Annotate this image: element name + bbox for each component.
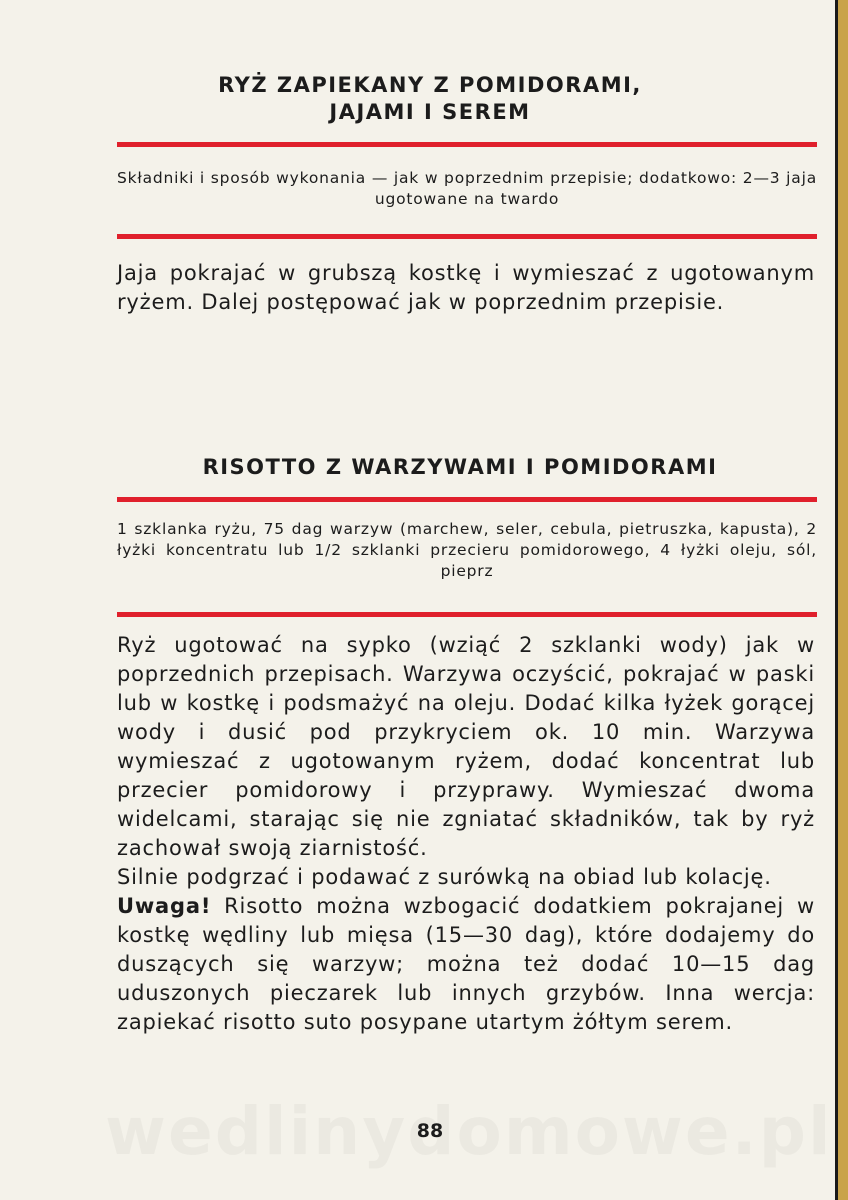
recipe2-paragraph1: Ryż ugotować na sypko (wziąć 2 szklanki wody) jak w poprzednich przepisach. Warzywa oczyścić, pokrajać w paski lub w kostkę i podsmażyć na oleju. Dodać kilka łyżek gorącej wody i dusić pod przykryciem ok. 10 min. Warzywa wymieszać z ugotowanym ryżem, dodać koncentrat lub przecier pomidorowy i przyprawy. Wymieszać dwoma widelcami, starając się nie zgniatać składników, tak by ryż zachował swoją ziarnistość. [117,633,815,860]
recipe2-note [117,892,815,1037]
red-rule-top-1 [117,142,817,147]
recipe1-title [150,72,710,126]
recipe1-ingredients: Składniki i sposób wykonania — jak w poprzednim przepisie; dodatkowo: 2—3 jaja ugotowane na twardo [117,169,817,208]
recipe1-title-line1: RYŻ ZAPIEKANY Z POMIDORAMI, [218,73,642,97]
recipe2-title: RISOTTO Z WARZYWAMI I POMIDORAMI [202,455,718,479]
note-label: Uwaga! [117,894,212,918]
red-rule-bottom-1 [117,234,817,239]
note-text: Risotto można wzbogacić dodatkiem pokrajanej w kostkę wędliny lub mięsa (15—30 dag), które dodajemy do duszących się warzyw; można też dodać 10—15 dag uduszonych pieczarek lub innych grzybów. Inna wercja: zapiekać risotto suto posypane utartym żółtym serem. [117,894,815,1034]
book-spine-edge [838,0,848,1200]
recipe2-instructions [117,631,815,1037]
red-rule-bottom-2 [117,612,817,617]
recipe2-paragraph2: Silnie podgrzać i podawać z surówką na obiad lub kolację. [117,865,772,889]
red-rule-top-2 [117,497,817,502]
recipe2-ingredients: 1 szklanka ryżu, 75 dag warzyw (marchew, seler, cebula, pietruszka, kapusta), 2 łyżki koncentratu lub 1/2 szklanki przecieru pomidorowego, 4 łyżki oleju, sól, pieprz [117,520,817,580]
recipe1-title-line2: JAJAMI I SEREM [329,100,531,124]
recipe1-instructions: Jaja pokrajać w grubszą kostkę i wymieszać z ugotowanym ryżem. Dalej postępować jak w poprzednim przepisie. [117,261,815,314]
page-number: 88 [416,1120,444,1142]
